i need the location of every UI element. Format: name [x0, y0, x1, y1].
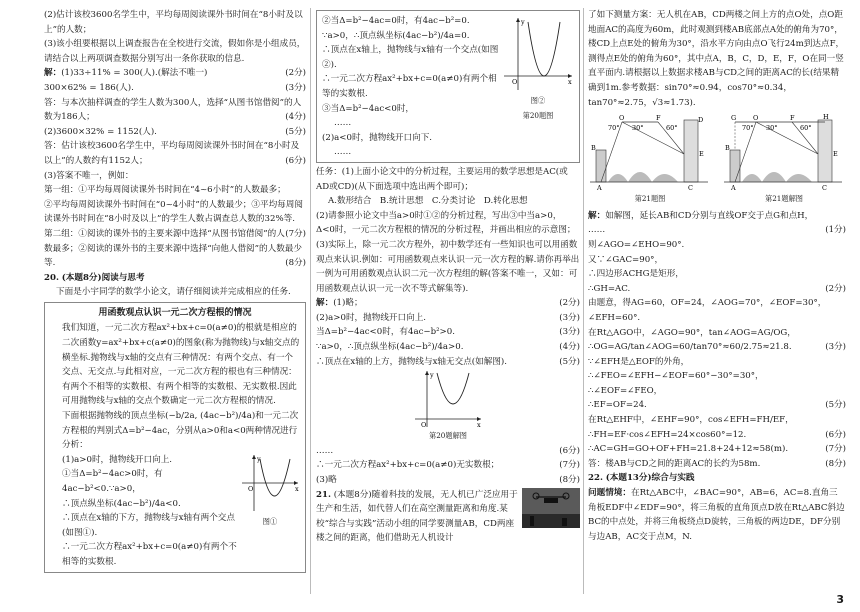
score: (5分)	[825, 400, 846, 411]
point-label: O	[753, 114, 759, 123]
angle-label: 70°	[608, 124, 620, 133]
solution-label: 解：	[316, 298, 334, 309]
score: (8分)	[285, 258, 306, 269]
essay-paragraph: 下面根据抛物线的顶点坐标(−b/2a, (4ac−b²)/4a)和一元二次方程根的判别式Δ=b²−4ac，分别从a>0和a<0两种情况进行分析：	[62, 411, 299, 451]
score: (2分)	[285, 68, 306, 79]
figure-caption: 第20题解图	[429, 431, 467, 441]
point-label: C	[688, 184, 693, 193]
solution-line: (1)略；	[333, 298, 363, 309]
solution-line: 300×62% = 186(人).	[44, 82, 134, 93]
angle-label: 30°	[632, 124, 644, 133]
score: (2分)	[825, 283, 846, 294]
axis-y-label: y	[521, 18, 525, 26]
column-divider	[583, 8, 584, 594]
essay-line: ∴一元二次方程ax²+bx+c=0(a≠0)有两个相等的实数根.	[322, 74, 497, 99]
solution-line: 如解图，延长AB和CD分别与直线OF交于点G和点H，	[605, 210, 814, 221]
question-text: 了如下测量方案：无人机在AB，CD两楼之间上方的点O处，点O距地面AC的高度为60m，此时观测到楼AB底部点A处的俯角为70°，楼CD上点E处的俯角为30°，沿水平方向由点O飞行24m到达点F，测得点E处的俯角为60°，其中点A，B，C，D，E，F，O在同一竖直平面内.请根据以上数据求楼AB与CD之间的距离AC的长(结果精确到1m.参考数据：sin70°≈0.94，cos70°≈0.34，tan70°≈2.75，√3≈1.73).	[588, 10, 845, 108]
solution-line: 则∠AGO=∠EHO=90°.	[588, 239, 685, 250]
score: (2分)	[559, 298, 580, 309]
solution-label: 解：	[588, 210, 606, 221]
score: (3分)	[285, 82, 306, 93]
column-3	[588, 8, 846, 544]
score: (8分)	[825, 458, 846, 469]
score: (3分)	[559, 312, 580, 323]
building-diagram	[588, 112, 712, 192]
score: (7分)	[285, 228, 306, 239]
solution-label: 解：	[44, 68, 62, 79]
point-label: F	[656, 114, 661, 123]
solution-line: ∴顶点在x轴的上方，抛物线与x轴无交点(如解图).	[316, 356, 508, 367]
score: (5分)	[285, 126, 306, 137]
drone-icon	[522, 488, 580, 528]
figure-caption: 图②	[530, 96, 546, 105]
parabola-no-root	[413, 369, 483, 429]
column-1	[44, 8, 306, 575]
solution-line: 在Rt△EHF中，∠EHF=90°，cos∠EFH=FH/EF，	[588, 415, 794, 426]
score: (4分)	[559, 342, 580, 353]
score: (5分)	[559, 356, 580, 367]
solution-line: 在Rt△AGO中，∠AGO=90°，tan∠AOG=AG/OG，	[588, 327, 796, 338]
solution-line: 当Δ=b²−4ac<0时，有4ac−b²>0.	[316, 327, 455, 338]
point-label: A	[731, 184, 736, 193]
point-label: H	[823, 113, 829, 122]
point-label: D	[698, 116, 704, 125]
angle-label: 60°	[800, 124, 812, 133]
figure-caption: 第21题图	[634, 194, 666, 204]
solution-line: ……	[588, 225, 606, 236]
question-heading: (本题8分)阅读与思考	[61, 272, 145, 283]
axis-x-label: x	[477, 421, 481, 430]
essay-line: (2)a<0时，抛物线开口向下.	[322, 132, 433, 143]
angle-label: 60°	[666, 124, 678, 133]
essay-line: ①当Δ=b²−4ac>0时，有4ac−b²<0.∵a>0，	[62, 469, 163, 494]
page-number: 3	[836, 593, 844, 606]
solution-line: ∴∠EOF=∠FEO，	[588, 385, 663, 396]
solution-line: 答：与本次抽样调查的学生人数为300人，选择“从图书馆借阅”的人数为186人；	[44, 97, 302, 123]
score: (8分)	[559, 475, 580, 486]
solution-line: (2)3600×32% = 1152(人).	[44, 126, 157, 137]
question-text: 在Rt△ABC中，∠BAC=90°，AB=6，AC=8.直角三角板EDF中∠EDF=90°，将三角板的直角顶点D放在Rt△ABC斜边BC的中点处，并将三角板绕点D旋转，三角板的两边DE，DF分别与边AB，AC交于点M，N.	[588, 488, 845, 542]
column-2	[316, 8, 580, 546]
building-solution-diagram	[722, 112, 846, 192]
point-label: G	[731, 114, 737, 123]
score: (1分)	[825, 225, 846, 236]
figure-21	[588, 112, 712, 207]
solution-line: ②平均每周阅读课外书时间在“0~4小时”的人数最少；③平均每周阅读课外书时间在“8小时及以上”的学生人数占调查总人数的32%等.	[44, 199, 303, 225]
solution-line: 答：楼AB与CD之间的距离AC的长约为58m.	[588, 458, 761, 469]
solution-line: ∴四边形ACHG是矩形，	[588, 269, 684, 280]
essay-paragraph: 我们知道，一元二次方程ax²+bx+c=0(a≠0)的根就是相应的二次函数y=ax²+bx+c(a≠0)的图象(称为抛物线)与x轴交点的横坐标.抛物线与x轴的交点有三种情况：有两个交点、有一个交点、无交点.与此相对应，一元二次方程的根也有三种情况：有两个不相等的实数根、有两个相等的实数根、无实数根.因此可用抛物线与x轴的交点个数确定一元二次方程根的情况.	[62, 323, 300, 407]
essay-line: ③当Δ=b²−4ac<0时，	[322, 103, 415, 114]
task-options: A.数形结合 B.统计思想 C.分类讨论 D.转化思想	[328, 196, 528, 207]
score: (3分)	[559, 327, 580, 338]
angle-label: 70°	[742, 124, 754, 133]
figure-21-solution	[722, 112, 846, 207]
solution-line: ∵a>0，∴顶点纵坐标(4ac−b²)/4a>0.	[316, 342, 464, 353]
question-text: (2)估计该校3600名学生中，平均每周阅读课外书时间在“8小时及以上”的人数；	[44, 10, 303, 35]
question-intro: 下面是小宇同学的数学小论文，请仔细阅读并完成相应的任务.	[56, 287, 291, 298]
parabola-one-root	[502, 14, 574, 94]
essay-line: ∴顶点纵坐标(4ac−b²)/4a<0.	[62, 498, 181, 509]
column-divider	[310, 8, 311, 594]
task-line: (2)请参照小论文中当a>0时①②的分析过程，写出③中当a>0，Δ<0时，一元二次方程根的情况的分析过程，并画出相应的示意图；	[316, 210, 576, 236]
essay-title: 用函数观点认识一元二次方程根的情况	[98, 307, 252, 318]
question-heading: (本题13分)综合与实践	[605, 473, 695, 484]
axis-y-label: y	[257, 454, 261, 463]
parabola-two-roots	[240, 453, 300, 515]
solution-figure	[413, 369, 483, 444]
question-text: (3)该小组要根据以上调查报告在全校进行交流，假如你是小组成员，请结合以上两项调查数据分别写出一条你获取的信息.	[44, 39, 306, 64]
solution-block	[44, 66, 306, 270]
point-label: E	[699, 150, 704, 159]
solution-line: 答：估计该校3600名学生中，平均每周阅读课外书时间在“8小时及以上”的人数约有1152人；	[44, 141, 300, 166]
solution-line: ∴AC=GH=GO+OF+FH=21.8+24+12≈58(m).	[588, 444, 789, 455]
task-line: 任务：(1)上面小论文中的分析过程，主要运用的数学思想是AC(或AD或CD)(从下面选项中选出两个即可)；	[316, 166, 568, 192]
essay-box-continued	[316, 10, 580, 163]
point-label: E	[833, 150, 838, 159]
score: (7分)	[559, 460, 580, 471]
axis-x-label: x	[295, 484, 299, 493]
point-label: B	[591, 144, 596, 153]
task-line: (3)实际上，除一元二次方程外，初中数学还有一些知识也可以用函数观点来认识.例如：可用函数观点来认识一元一次方程的解.请你再举出一例为可用函数观点认识二元一次方程组的解(答案不唯一，又如：可用函数观点认识一元一次不等式解集等).	[316, 239, 580, 294]
solution-line: 由题意，得AG=60，OF=24，∠AOG=70°，∠EOF=30°，∠EFH=60°.	[588, 298, 827, 323]
solution-line: (1)33÷11% = 300(人).(解法不唯一)	[61, 68, 208, 79]
origin-label: O	[248, 484, 254, 493]
axis-y-label: y	[430, 371, 434, 380]
score: (3分)	[825, 342, 846, 353]
solution-line: ∴OG=AG/tan∠AOG=60/tan70°≈60/2.75≈21.8.	[588, 342, 792, 353]
figure-caption: 第21题解图	[765, 194, 803, 204]
question-text: (本题8分)随着科技的发展，无人机已广泛应用于生产和生活，如代替人们在高空测量距离和角度.某校“综合与实践”活动小组的同学要测量AB，CD两座楼之间的距离，他们借助无人机设计	[316, 489, 518, 544]
solution-line: 第一组：①平均每周阅读课外书时间在“4~6小时”的人数最多；	[44, 185, 286, 196]
score: (6分)	[825, 429, 846, 440]
point-label: O	[619, 114, 625, 123]
question-label: 问题情境：	[588, 488, 631, 499]
essay-line: ……	[334, 118, 352, 129]
angle-label: 30°	[766, 124, 778, 133]
point-label: B	[725, 144, 730, 153]
essay-line: ……	[334, 147, 352, 158]
axis-x-label: x	[568, 78, 572, 86]
essay-line: ∴顶点在x轴的下方，抛物线与x轴有两个交点(如图①).	[62, 513, 235, 538]
solution-line: (3)答案不唯一，例如：	[44, 170, 134, 181]
solution-line: ∴∠FEO=∠EFH−∠EOF=60°−30°=30°，	[588, 371, 764, 382]
solution-line: ∴FH=EF·cos∠EFH=24×cos60°=12.	[588, 429, 747, 440]
drone-photo	[522, 488, 580, 528]
score: (4分)	[285, 112, 306, 123]
solution-line: 第二组：①阅读的课外书的主要来源中选择“从图书馆借阅”的人数最多；②阅读的课外书的主要来源中选择“向他人借阅”的人数最少等.	[44, 228, 303, 269]
figures-21	[588, 112, 846, 207]
score: (6分)	[559, 445, 580, 456]
figure-caption: 图①	[262, 516, 278, 526]
figure-2	[502, 14, 574, 160]
question-number: 20.	[44, 272, 59, 283]
point-label: F	[790, 114, 795, 123]
solution-line: (3)略	[316, 475, 337, 486]
solution-line: ∴一元二次方程ax²+bx+c=0(a≠0)无实数根；	[316, 460, 500, 471]
origin-label: O	[421, 421, 427, 430]
figure-1	[240, 453, 300, 570]
solution-line: ∴EF=OF=24.	[588, 400, 647, 411]
solution-line: ∵∠EFH是△EOF的外角，	[588, 356, 690, 367]
solution-line: ……	[316, 445, 334, 456]
essay-line: ∴一元二次方程ax²+bx+c=0(a≠0)有两个不相等的实数根.	[62, 542, 237, 567]
question-number: 22.	[588, 473, 603, 484]
point-label: A	[597, 184, 602, 193]
solution-line: 又∵∠GAC=90°，	[588, 254, 664, 265]
score: (6分)	[285, 155, 306, 166]
figure-caption: 第20题图	[522, 110, 554, 120]
score: (7分)	[825, 444, 846, 455]
essay-line: (1)a>0时，抛物线开口向上.	[62, 454, 173, 465]
solution-line: (2)a>0时，抛物线开口向上.	[316, 312, 427, 323]
essay-box	[44, 302, 306, 573]
point-label: C	[822, 184, 827, 193]
origin-label: O	[512, 78, 518, 86]
question-number: 21.	[316, 489, 331, 500]
essay-line: ∵a>0，∴顶点纵坐标(4ac−b²)/4a=0.	[322, 30, 470, 41]
essay-line: ②当Δ=b²−4ac=0时，有4ac−b²=0.	[322, 16, 470, 26]
solution-line: ∴GH=AC.	[588, 283, 631, 294]
essay-line: ∴顶点在x轴上，抛物线与x轴有一个交点(如图②).	[322, 45, 499, 70]
